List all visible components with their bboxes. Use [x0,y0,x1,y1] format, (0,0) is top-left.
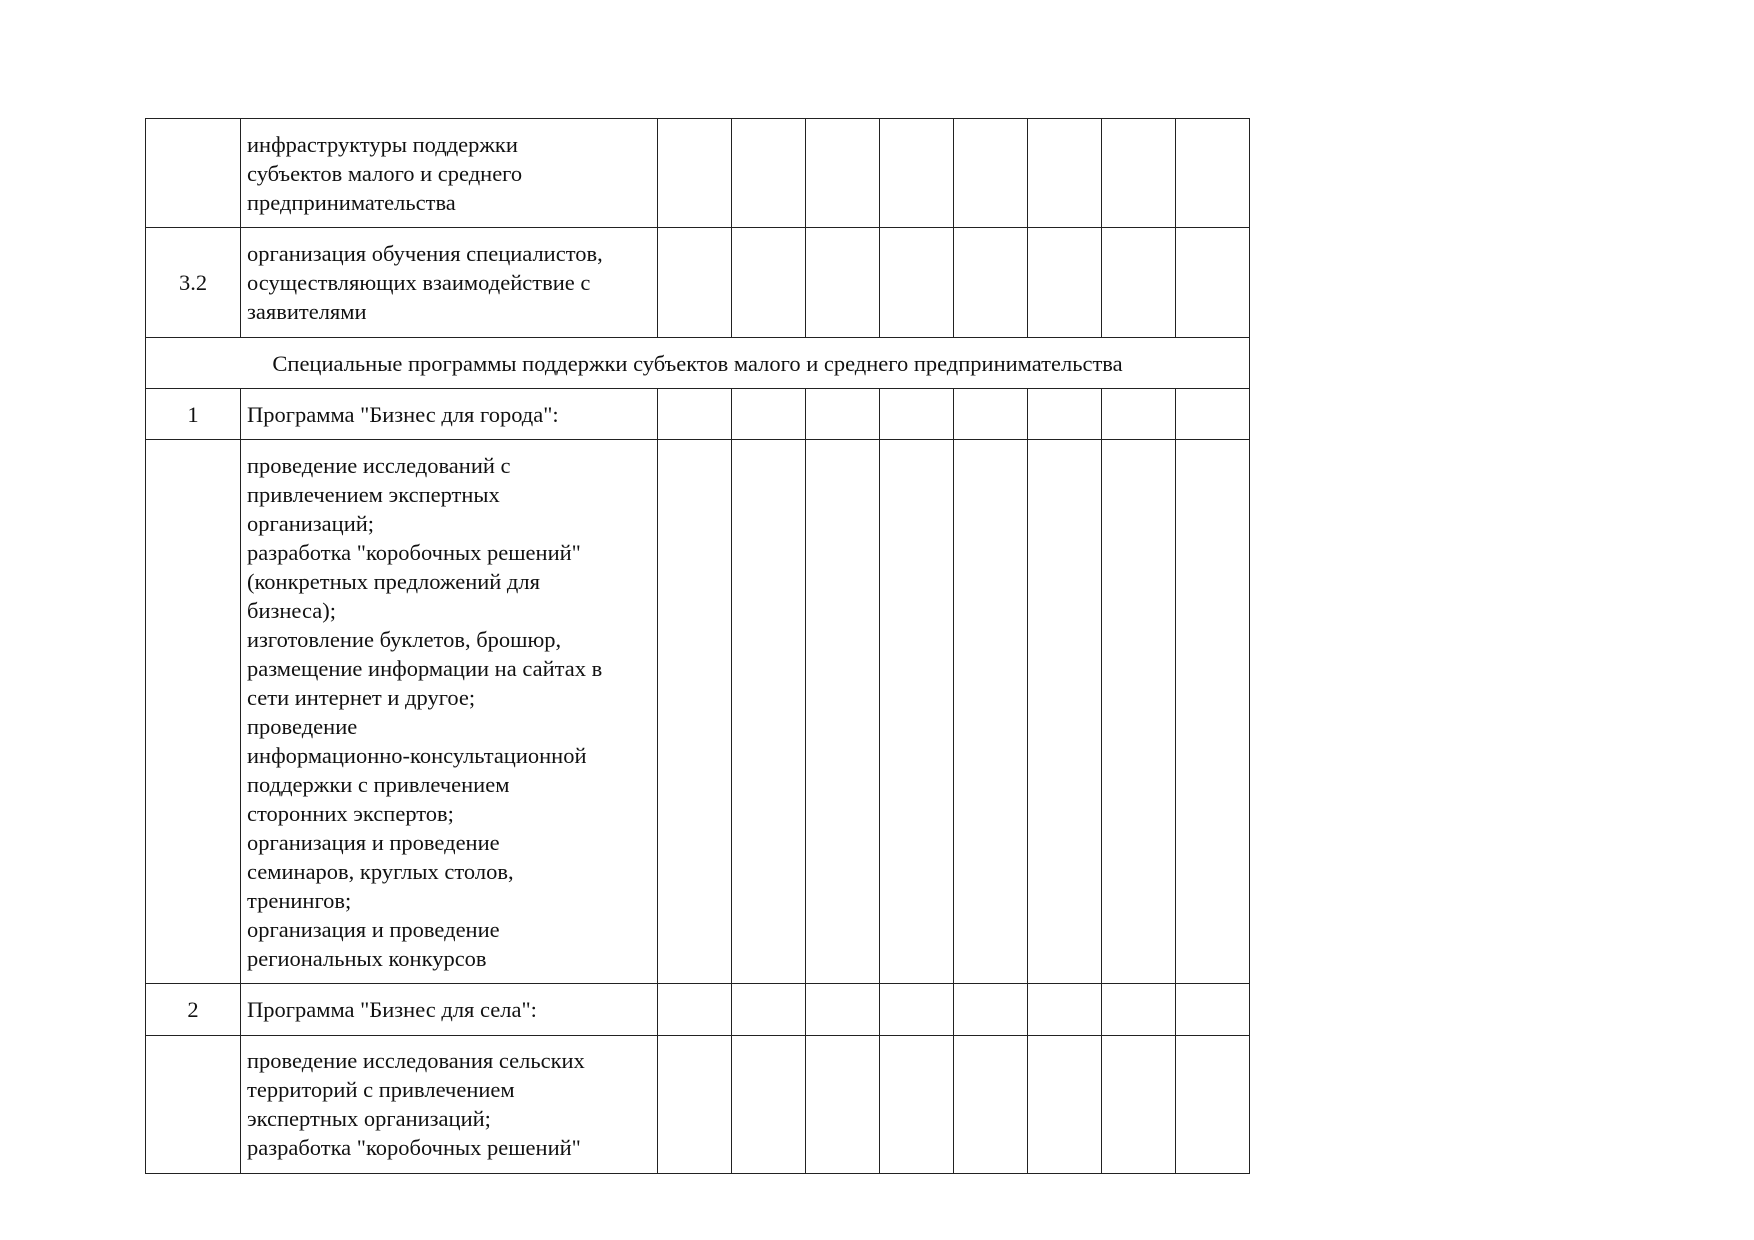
row-description [241,984,658,1036]
empty-cell [1028,440,1102,984]
row-number: 1 [146,389,241,440]
empty-cell [880,1036,954,1174]
table-row [146,228,1250,338]
empty-cell [658,984,732,1036]
empty-cell [732,389,806,440]
description-line: территорий с привлечением [247,1077,515,1102]
description-line: заявителями [247,299,367,324]
empty-cell [1028,389,1102,440]
empty-cell [880,119,954,228]
description-line: инфраструктуры поддержки [247,131,518,157]
empty-cell [1028,984,1102,1036]
program-table [145,118,1250,1174]
empty-cell [658,389,732,440]
description-line: Программа "Бизнес для города": [247,401,559,427]
empty-cell [806,984,880,1036]
empty-cell [806,389,880,440]
empty-cell [954,984,1028,1036]
description-line: субъектов малого и среднего [247,160,523,186]
description-line: Программа "Бизнес для села": [247,997,537,1022]
empty-cell [880,389,954,440]
description-line: привлечением экспертных [247,481,500,507]
description-line: бизнеса); [247,597,336,623]
empty-cell [1176,119,1250,228]
description-line: осуществляющих взаимодействие с [247,270,591,295]
empty-cell [880,440,954,984]
empty-cell [806,228,880,338]
empty-cell [1176,984,1250,1036]
description-line: тренингов; [247,887,352,913]
empty-cell [806,119,880,228]
empty-cell [1176,389,1250,440]
empty-cell [732,440,806,984]
empty-cell [954,389,1028,440]
description-line: организаций; [247,510,375,536]
table-row [146,440,1250,984]
empty-cell [1028,228,1102,338]
empty-cell [1176,440,1250,984]
row-description [241,389,658,440]
empty-cell [1102,228,1176,338]
empty-cell [658,119,732,228]
row-number [146,1036,241,1174]
description-line: предпринимательства [247,189,456,215]
description-line: региональных конкурсов [247,945,487,971]
section-title: Специальные программы поддержки субъектов малого и среднего предпринимательства [146,338,1250,389]
empty-cell [954,1036,1028,1174]
description-line: семинаров, круглых столов, [247,858,514,884]
empty-cell [806,440,880,984]
description-line: размещение информации на сайтах в [247,655,603,681]
description-line: проведение [247,713,358,739]
empty-cell [954,119,1028,228]
empty-cell [732,1036,806,1174]
description-line: разработка "коробочных решений" [247,539,581,565]
description-line: проведение исследования сельских [247,1048,585,1073]
row-description [241,1036,658,1174]
description-line: поддержки с привлечением [247,771,510,797]
row-number [146,440,241,984]
empty-cell [1102,119,1176,228]
empty-cell [880,984,954,1036]
empty-cell [1176,228,1250,338]
empty-cell [732,119,806,228]
row-number: 2 [146,984,241,1036]
description-line: экспертных организаций; [247,1106,491,1131]
empty-cell [658,228,732,338]
row-description [241,228,658,338]
empty-cell [658,440,732,984]
description-line: организация и проведение [247,916,500,942]
empty-cell [732,228,806,338]
empty-cell [1176,1036,1250,1174]
empty-cell [1028,1036,1102,1174]
empty-cell [954,440,1028,984]
description-line: изготовление буклетов, брошюр, [247,626,562,652]
description-line: разработка "коробочных решений" [247,1135,581,1160]
empty-cell [1102,1036,1176,1174]
empty-cell [954,228,1028,338]
table-row [146,984,1250,1036]
empty-cell [1102,984,1176,1036]
description-line: сторонних экспертов; [247,800,454,826]
description-line: (конкретных предложений для [247,568,540,594]
row-description [241,119,658,228]
table-row [146,119,1250,228]
description-line: организация обучения специалистов, [247,241,603,266]
empty-cell [806,1036,880,1174]
section-header-row [146,338,1250,389]
description-line: организация и проведение [247,829,500,855]
description-line: проведение исследований с [247,452,511,478]
row-number [146,119,241,228]
empty-cell [658,1036,732,1174]
description-line: сети интернет и другое; [247,684,476,710]
empty-cell [732,984,806,1036]
description-line: информационно-консультационной [247,742,587,768]
empty-cell [1102,440,1176,984]
empty-cell [1102,389,1176,440]
empty-cell [880,228,954,338]
table-row [146,389,1250,440]
row-number: 3.2 [146,228,241,338]
empty-cell [1028,119,1102,228]
table-row [146,1036,1250,1174]
row-description [241,440,658,984]
